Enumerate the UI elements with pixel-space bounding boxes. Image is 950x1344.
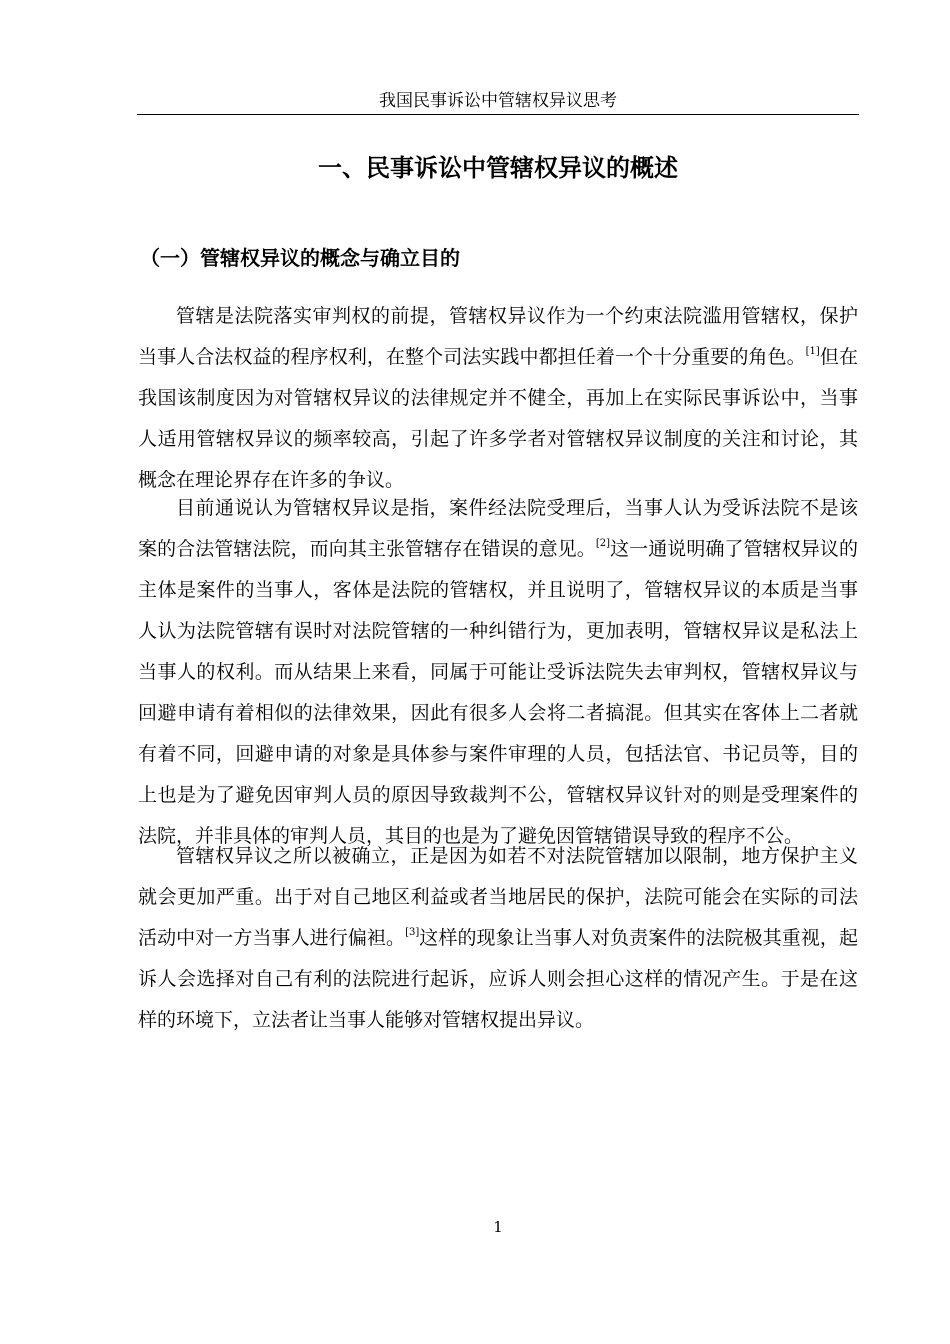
line-text: 当事人的权利。而从结果上来看，同属于可能让受诉法院失去审判权，管辖权异议与 [138, 661, 858, 683]
paragraph-1 [138, 296, 858, 501]
line-text: 活动中对一方当事人进行偏袒。 [138, 927, 406, 949]
chapter-title: 一、民事诉讼中管辖权异议的概述 [318, 154, 678, 182]
paragraph-2 [138, 488, 858, 857]
running-header: 我国民事诉讼中管辖权异议思考 [379, 91, 617, 111]
line-text: 目前通说认为管辖权异议是指，案件经法院受理后，当事人认为受诉法院不是该 [176, 497, 858, 519]
line-text: 上也是为了避免因审判人员的原因导致裁判不公，管辖权异议针对的则是受理案件的 [138, 784, 858, 806]
line-text: 人适用管辖权异议的频率较高，引起了许多学者对管辖权异议制度的关注和讨论，其 [138, 428, 858, 450]
footnote-ref[interactable]: [1] [805, 346, 820, 357]
page-number: 1 [493, 1218, 503, 1236]
line-text: 主体是案件的当事人，客体是法院的管辖权，并且说明了，管辖权异议的本质是当事 [138, 579, 858, 601]
line-text: 案的合法管辖法院，而向其主张管辖存在错误的意见。 [138, 538, 596, 560]
line-text: 这一通说明确了管辖权异议的 [610, 538, 858, 560]
text-line [138, 570, 858, 611]
text-line [138, 877, 858, 918]
text-line [138, 488, 858, 529]
footnote-ref[interactable]: [2] [595, 538, 610, 549]
line-text: 管辖权异议之所以被确立，正是因为如若不对法院管辖加以限制，地方保护主义 [176, 845, 858, 867]
text-line [138, 959, 858, 1000]
line-text: 就会更加严重。出于对自己地区利益或者当地居民的保护，法院可能会在实际的司法 [138, 886, 858, 908]
line-text: 我国该制度因为对管辖权异议的法律规定并不健全，再加上在实际民事诉讼中，当事 [138, 387, 858, 409]
text-line [138, 734, 858, 775]
text-line [138, 836, 858, 877]
header-rule [137, 114, 859, 115]
text-line [138, 529, 858, 570]
text-line [138, 337, 858, 378]
text-line [138, 378, 858, 419]
line-text: 概念在理论界存在许多的争议。 [138, 469, 405, 491]
line-text: 人认为法院管辖有误时对法院管辖的一种纠错行为，更加表明，管辖权异议是私法上 [138, 620, 858, 642]
text-line [138, 693, 858, 734]
line-text: 诉人会选择对自己有利的法院进行起诉，应诉人则会担心这样的情况产生。于是在这 [138, 968, 858, 990]
line-text: 但在 [819, 346, 858, 368]
paragraph-3 [138, 836, 858, 1041]
line-text: 法院，并非具体的审判人员，其目的也是为了避免因管辖错误导致的程序不公。 [138, 825, 804, 847]
text-line [138, 611, 858, 652]
line-text: 管辖是法院落实审判权的前提，管辖权异议作为一个约束法院滥用管辖权，保护 [176, 305, 858, 327]
line-text: 有着不同，回避申请的对象是具体参与案件审理的人员，包括法官、书记员等，目的 [138, 743, 858, 765]
line-text: 当事人合法权益的程序权利，在整个司法实践中都担任着一个十分重要的角色。 [138, 346, 806, 368]
text-line [138, 652, 858, 693]
text-line [138, 419, 858, 460]
text-line [138, 1000, 858, 1041]
section-title: （一）管辖权异议的概念与确立目的 [140, 246, 460, 270]
line-text: 回避申请有着相似的法律效果，因此有很多人会将二者搞混。但其实在客体上二者就 [138, 702, 858, 724]
text-line [138, 775, 858, 816]
line-text: 这样的现象让当事人对负责案件的法院极其重视，起 [419, 927, 858, 949]
text-line [138, 918, 858, 959]
footnote-ref[interactable]: [3] [405, 927, 420, 938]
text-line [138, 296, 858, 337]
line-text: 样的环境下，立法者让当事人能够对管辖权提出异议。 [138, 1009, 595, 1031]
